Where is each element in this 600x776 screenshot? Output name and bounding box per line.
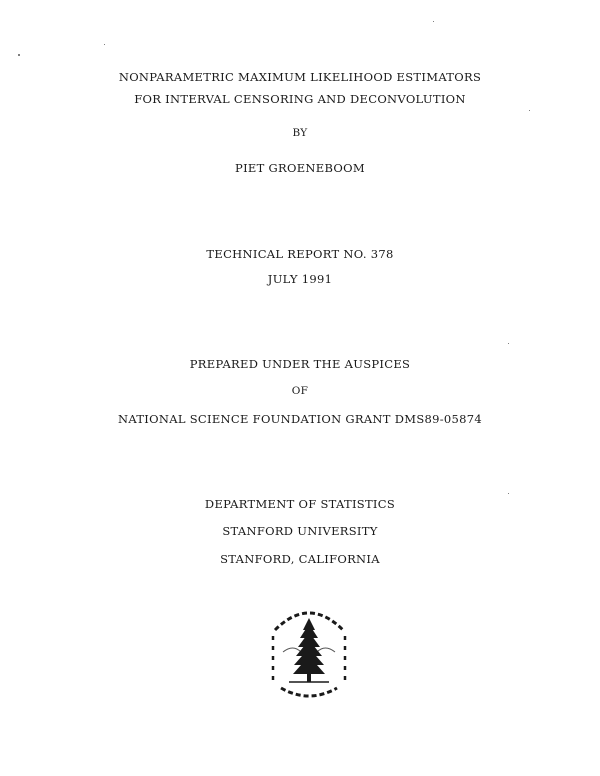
report-number: TECHNICAL REPORT NO. 378 [206, 247, 394, 261]
university-location: STANFORD, CALIFORNIA [220, 552, 380, 566]
stanford-seal-icon [263, 600, 355, 698]
grant-line: NATIONAL SCIENCE FOUNDATION GRANT DMS89-05874 [118, 412, 482, 426]
by-label: BY [292, 127, 308, 139]
auspices-heading: PREPARED UNDER THE AUSPICES [189, 357, 411, 371]
auspices-of: OF [291, 385, 309, 397]
author-name: PIET GROENEBOOM [235, 161, 365, 175]
report-date: JULY 1991 [267, 272, 333, 286]
university-name: STANFORD UNIVERSITY [222, 524, 378, 538]
department-name: DEPARTMENT OF STATISTICS [204, 497, 396, 511]
title-line-1: NONPARAMETRIC MAXIMUM LIKELIHOOD ESTIMATORS [118, 70, 482, 84]
title-line-2: FOR INTERVAL CENSORING AND DECONVOLUTION [134, 92, 466, 106]
